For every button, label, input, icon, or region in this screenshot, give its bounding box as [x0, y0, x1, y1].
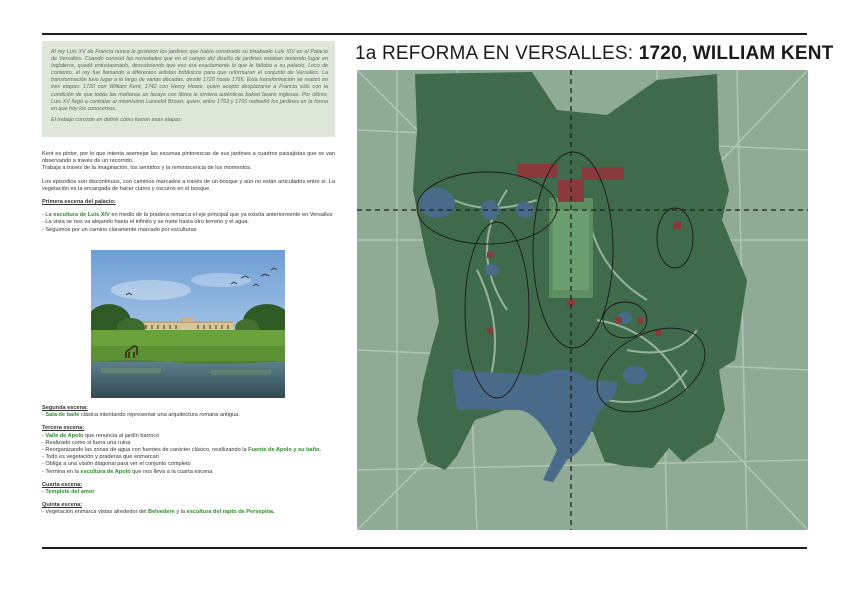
list-item: - Valle de Apolo que renuncia al jardín barroco: [42, 432, 160, 439]
versailles-plan: [357, 70, 808, 530]
list-item: - Obliga a una visión diagonal para ver el conjunto completo: [42, 461, 191, 468]
page-title: [355, 43, 833, 65]
garden-photo: [91, 250, 285, 398]
title-prefix: 1a REFORMA EN VERSALLES:: [355, 43, 639, 64]
list-item: - La vista se nos va alejando hasta el infinito y se mete hasta otro terreno y el agua.: [42, 219, 250, 226]
templete-del-amor-link: - Templete del amor: [42, 489, 95, 496]
rapto-persepina-link: escultura del rapto de Persepina.: [186, 509, 275, 516]
valle-de-apolo-link: Valle de Apolo: [45, 432, 84, 439]
intro-box: [42, 41, 335, 137]
list-item: - Seguimos por un camino claramente marcado por esculturas: [42, 226, 197, 233]
list-item: - La escultura de Luis XIV en medio de la pradera remarca el eje principal que ya existía anteriormente en Versalles: [42, 212, 333, 219]
scene5-text: - Vegetación enmarca vistas alrededor del Belvedere y la escultura del rapto de Persepina.: [42, 509, 275, 516]
scene5-title: Quinta escena:: [42, 502, 83, 509]
intro-note: El trabajo consiste en definir cómo fueron esas etapas:: [51, 116, 183, 123]
belvedere-link: Belvedere: [148, 509, 175, 516]
top-rule: [42, 33, 807, 35]
luis-xiv-link: escultura de Luis XIV: [53, 212, 110, 219]
scene1-list: [42, 212, 335, 234]
intro-paragraph: Al rey Luis XV de Francia nunca le gustaron los jardines que había construido su bisabuelo Luis XIV en el Palacio de Versalles. Cuando conoció las novedades que en el campo del diseño de jardines estaban teniendo lugar en Inglaterra, quedó entusiasmado, descubriendo que eso era exactamente lo que le faltaba a su palacio. Loco de contento, el rey fue llamando a diferentes artistas británicos para que reformaran el conjunto de Versalles. La transformación tuvo lugar a lo largo de varias décadas, desde 1720 hasta 1765. Esta transformación se realizó en tres etapas: 1720 con William Kent, 1742 con Henry Hoare, quien aceptó desplazarse a Francia sólo con la condición de que todas las mañanas un lacayo con librea le sirviera auténticas baked beans inglesas. Por último, Luis XV llegó a contratar al mismísimo Lancelot Brown, quien, entre 1753 y 1765 rediseñó los jardines en la forma en que hoy los conocemos.: [51, 49, 328, 112]
scene5: [42, 502, 335, 516]
scene4-title: Cuarta escena:: [42, 481, 83, 488]
scene1-title: Primera escena del palacio:: [42, 199, 116, 206]
scene3-title: Tercera escena:: [42, 425, 85, 432]
list-item: - Termina en la escultura de Apolo que nos lleva a la cuarta escena: [42, 468, 213, 475]
scenes-text: [42, 405, 335, 523]
scene2-title: Segunda escena:: [42, 405, 89, 411]
palace-wing-left: [517, 164, 557, 178]
body-paragraph-2: Los episodios son discontinuos, con caminos marcados a través de un bosque y aún no están articulados entre sí. La vegetación es la encargada de hacer claros y oscuros en el bosque.: [42, 178, 335, 192]
scene3: [42, 425, 335, 475]
scene2: [42, 405, 335, 419]
bosquet-water-left: [419, 188, 455, 218]
list-item: - Realizado como si fuera una ruina: [42, 439, 131, 446]
escultura-apolo-link: escultura de Apolo: [80, 468, 131, 475]
bottom-rule: [42, 547, 807, 549]
title-emphasis: 1720, WILLIAM KENT: [638, 43, 834, 64]
body-p1: Kent es pintor, por lo que intenta asemejar las escenas pintorescas de sus jardines a cuadros paisajistas que se van observando a través de un recorrido.: [42, 151, 335, 165]
list-item: - Reorganizando las zonas de agua con fuentes de carácter clásico, reutilizando la Fuente de Apolo y su baño.: [42, 447, 321, 454]
scene4: [42, 482, 335, 496]
body-paragraph-1: [42, 151, 335, 173]
body-text: [42, 151, 335, 240]
list-item: - Sala de baile clásica intentando representar una arquitectura romana antigua.: [42, 412, 240, 419]
body-p1b: Trabaja a través de la imaginación, los sentidos y la reminiscencia de los momentos.: [42, 165, 252, 172]
palace-wing-right: [582, 167, 624, 180]
fuente-de-apolo-link: Fuente de Apolo y su baño.: [248, 447, 321, 454]
list-item: - Todo es vegetación y praderas que enmarcan: [42, 454, 159, 461]
sala-de-baile-link: Sala de baile: [45, 412, 80, 419]
